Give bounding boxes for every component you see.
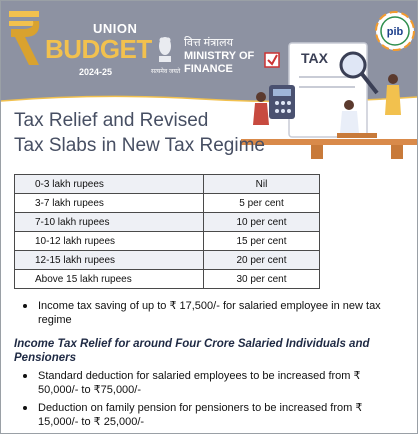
tax-sheet-label: TAX xyxy=(301,50,328,66)
slab-range: Above 15 lakh rupees xyxy=(15,270,204,289)
bullet-dot-icon xyxy=(23,406,27,410)
rupee-logo-icon xyxy=(5,7,43,67)
slab-range: 0-3 lakh rupees xyxy=(15,175,204,194)
table-row xyxy=(15,232,320,251)
slab-rate: 20 per cent xyxy=(204,251,320,270)
slab-range: 10-12 lakh rupees xyxy=(15,232,204,251)
bullet-text-family-pension: Deduction on family pension for pensioners to be increased from ₹ 15,000/- to ₹ 25,000/- xyxy=(38,402,363,428)
union-label: UNION xyxy=(93,21,138,36)
slab-rate: 5 per cent xyxy=(204,194,320,213)
bullet-dot-icon xyxy=(23,374,27,378)
table-row xyxy=(15,270,320,289)
table-row xyxy=(15,213,320,232)
ministry-hindi: वित्त मंत्रालय xyxy=(184,37,233,49)
pib-logo-text: pib xyxy=(386,26,404,38)
slab-rate: Nil xyxy=(204,175,320,194)
slab-range: 3-7 lakh rupees xyxy=(15,194,204,213)
slab-rate: 10 per cent xyxy=(204,213,320,232)
ministry-line1: MINISTRY OF xyxy=(184,50,255,62)
slab-rate: 30 per cent xyxy=(204,270,320,289)
ministry-line2: FINANCE xyxy=(184,63,233,75)
title-line1: Tax Relief and Revised xyxy=(14,110,209,131)
budget-year: 2024-25 xyxy=(79,67,113,77)
budget-label: BUDGET xyxy=(45,34,152,64)
section-heading: Income Tax Relief for around Four Crore Salaried Individuals and Pensioners xyxy=(14,338,370,364)
bullet-text-standard-deduction: Standard deduction for salaried employees to be increased from ₹ 50,000/- to ₹75,000/- xyxy=(38,370,361,396)
tax-illustration xyxy=(241,41,417,159)
national-emblem-icon xyxy=(156,32,174,64)
tax-slab-table xyxy=(14,174,320,289)
title-line2: Tax Slabs in New Tax Regime xyxy=(14,135,265,156)
bullet-text-saving: Income tax saving of up to ₹ 17,500/- for salaried employee in new tax regime xyxy=(38,300,381,326)
table-row xyxy=(15,194,320,213)
table-row xyxy=(15,251,320,270)
table-row xyxy=(15,175,320,194)
emblem-caption: सत्यमेव जयते xyxy=(151,69,181,75)
bullet-dot-icon xyxy=(23,304,27,308)
slab-range: 7-10 lakh rupees xyxy=(15,213,204,232)
slab-range: 12-15 lakh rupees xyxy=(15,251,204,270)
slab-rate: 15 per cent xyxy=(204,232,320,251)
